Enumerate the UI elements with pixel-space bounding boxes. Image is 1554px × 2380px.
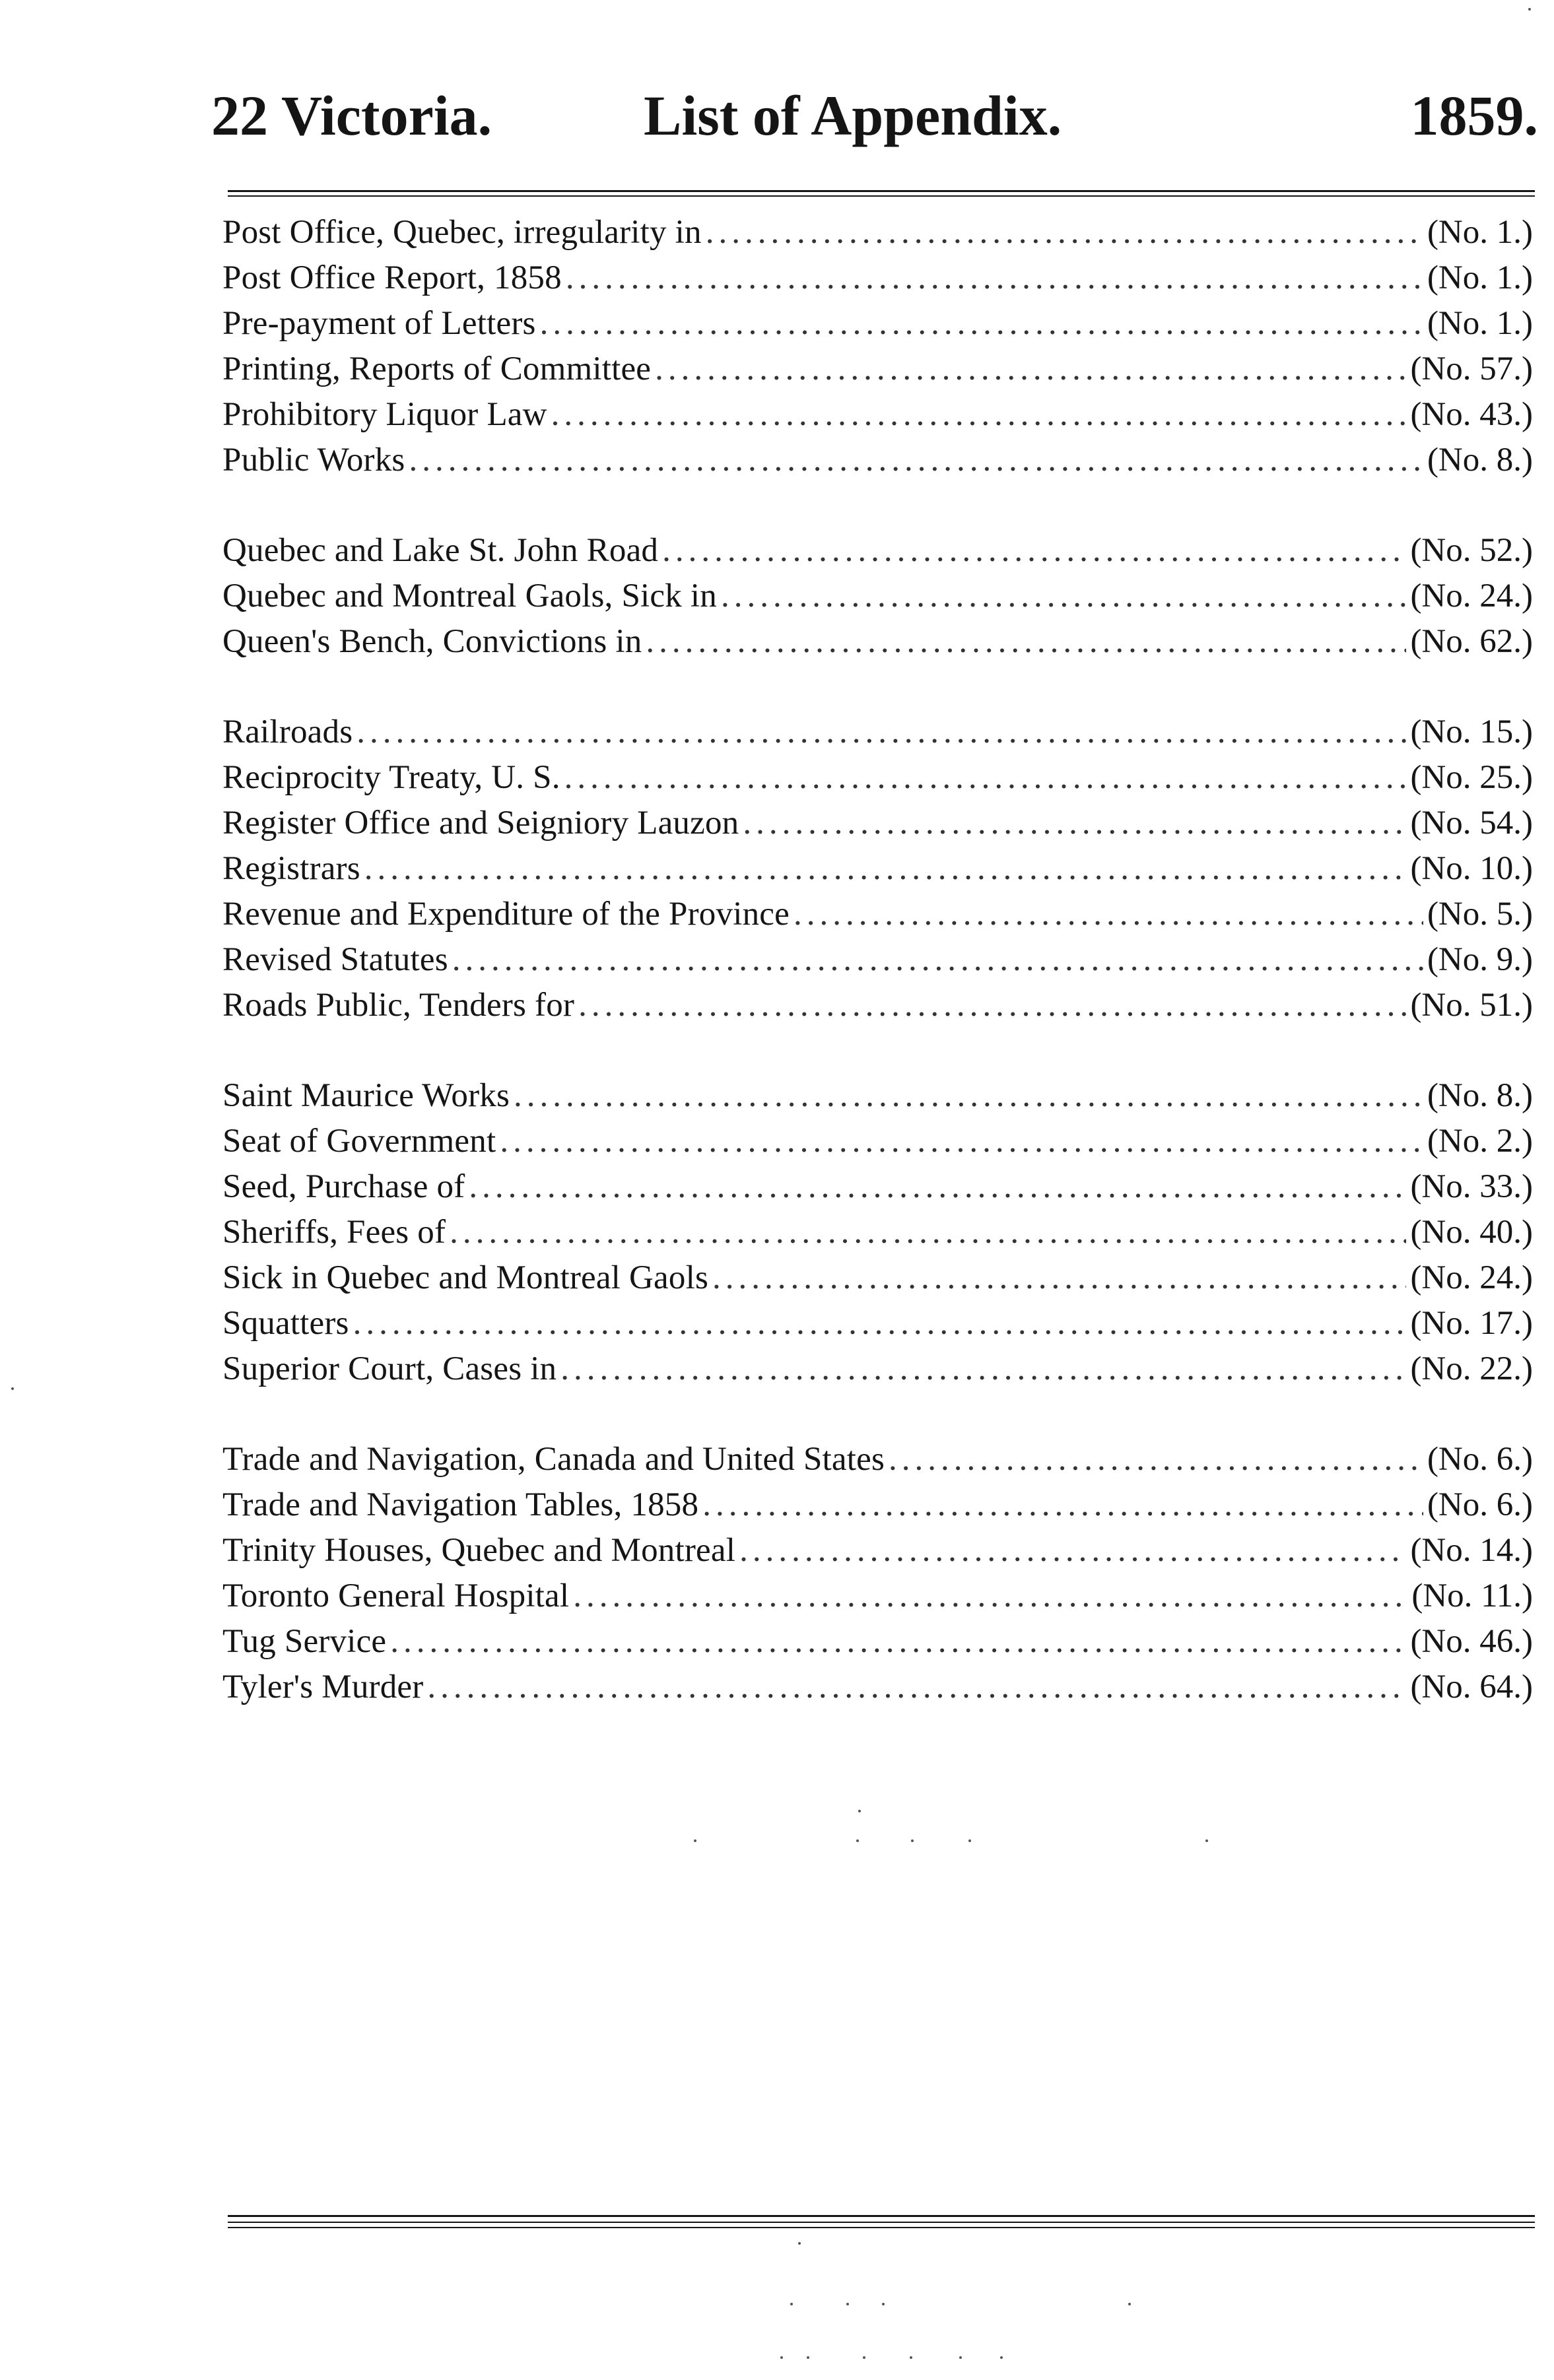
entry-title: Post Office Report, 1858 bbox=[222, 259, 562, 296]
entry-title: Trade and Navigation Tables, 1858 bbox=[222, 1486, 699, 1523]
entry-reference: (No. 57.) bbox=[1410, 350, 1533, 387]
entry-title: Toronto General Hospital bbox=[222, 1577, 570, 1614]
entry-title: Pre-payment of Letters bbox=[222, 305, 536, 342]
index-entry[interactable] bbox=[222, 438, 1533, 483]
dot-leader bbox=[450, 1210, 1406, 1255]
dot-leader bbox=[889, 1437, 1423, 1482]
dot-leader bbox=[560, 1346, 1406, 1392]
index-group-s bbox=[222, 1073, 1533, 1392]
dot-leader bbox=[514, 1073, 1423, 1119]
entry-title: Railroads bbox=[222, 713, 353, 750]
header-rule-top bbox=[228, 190, 1535, 192]
entry-title: Queen's Bench, Convictions in bbox=[222, 623, 642, 660]
entry-reference: (No. 46.) bbox=[1410, 1623, 1533, 1660]
entry-reference: (No. 10.) bbox=[1410, 850, 1533, 887]
entry-reference: (No. 11.) bbox=[1411, 1577, 1533, 1614]
index-entry[interactable] bbox=[222, 983, 1533, 1028]
dot-leader bbox=[353, 1301, 1407, 1346]
entry-title: Saint Maurice Works bbox=[222, 1077, 510, 1114]
index-entry[interactable] bbox=[222, 528, 1533, 574]
appendix-index bbox=[222, 210, 1533, 1755]
dot-leader bbox=[578, 983, 1406, 1028]
entry-title: Seed, Purchase of bbox=[222, 1168, 465, 1205]
entry-title: Quebec and Montreal Gaols, Sick in bbox=[222, 578, 717, 614]
index-entry[interactable] bbox=[222, 619, 1533, 665]
header-session: 22 Victoria. bbox=[211, 84, 492, 147]
index-entry[interactable] bbox=[222, 937, 1533, 983]
entry-reference: (No. 6.) bbox=[1427, 1441, 1533, 1478]
dot-leader bbox=[469, 1164, 1406, 1210]
dot-leader bbox=[702, 1482, 1423, 1528]
entry-title: Squatters bbox=[222, 1305, 349, 1342]
entry-reference: (No. 8.) bbox=[1427, 1077, 1533, 1114]
entry-title: Roads Public, Tenders for bbox=[222, 987, 575, 1024]
dot-leader bbox=[427, 1665, 1406, 1710]
entry-reference: (No. 25.) bbox=[1410, 759, 1533, 796]
dot-leader bbox=[655, 347, 1406, 392]
entry-title: Revised Statutes bbox=[222, 941, 448, 978]
entry-reference: (No. 17.) bbox=[1410, 1305, 1533, 1342]
header-year: 1859. bbox=[1410, 84, 1538, 147]
index-entry[interactable] bbox=[222, 301, 1533, 347]
index-group-p bbox=[222, 210, 1533, 483]
dot-leader bbox=[646, 619, 1406, 665]
entry-reference: (No. 24.) bbox=[1410, 1259, 1533, 1296]
index-entry[interactable] bbox=[222, 392, 1533, 438]
entry-title: Sick in Quebec and Montreal Gaols bbox=[222, 1259, 708, 1296]
entry-reference: (No. 15.) bbox=[1410, 713, 1533, 750]
dot-leader bbox=[712, 1255, 1406, 1301]
entry-reference: (No. 5.) bbox=[1427, 896, 1533, 933]
dot-leader bbox=[500, 1119, 1423, 1164]
dot-leader bbox=[564, 755, 1407, 801]
dot-leader bbox=[743, 801, 1406, 846]
entry-title: Trade and Navigation, Canada and United States bbox=[222, 1441, 885, 1478]
entry-reference: (No. 1.) bbox=[1427, 305, 1533, 342]
index-group-r bbox=[222, 710, 1533, 1028]
entry-reference: (No. 6.) bbox=[1427, 1486, 1533, 1523]
dot-leader bbox=[721, 574, 1406, 619]
entry-title: Public Works bbox=[222, 442, 405, 479]
dot-leader bbox=[364, 846, 1407, 892]
footer-rule-middle bbox=[228, 2222, 1535, 2223]
dot-leader bbox=[390, 1619, 1406, 1665]
index-entry[interactable] bbox=[222, 755, 1533, 801]
index-entry[interactable] bbox=[222, 210, 1533, 255]
entry-reference: (No. 54.) bbox=[1410, 805, 1533, 842]
index-entry[interactable] bbox=[222, 1437, 1533, 1482]
index-entry[interactable] bbox=[222, 574, 1533, 619]
index-entry[interactable] bbox=[222, 1482, 1533, 1528]
index-group-q bbox=[222, 528, 1533, 665]
index-entry[interactable] bbox=[222, 1619, 1533, 1665]
dot-leader bbox=[794, 892, 1423, 937]
entry-reference: (No. 62.) bbox=[1410, 623, 1533, 660]
dot-leader bbox=[540, 301, 1423, 347]
index-entry[interactable] bbox=[222, 347, 1533, 392]
index-entry[interactable] bbox=[222, 255, 1533, 301]
index-entry[interactable] bbox=[222, 892, 1533, 937]
index-entry[interactable] bbox=[222, 1301, 1533, 1346]
index-entry[interactable] bbox=[222, 801, 1533, 846]
index-entry[interactable] bbox=[222, 846, 1533, 892]
entry-reference: (No. 33.) bbox=[1410, 1168, 1533, 1205]
dot-leader bbox=[551, 392, 1407, 438]
entry-reference: (No. 24.) bbox=[1410, 578, 1533, 614]
header-rule-bottom bbox=[228, 195, 1535, 197]
entry-reference: (No. 22.) bbox=[1410, 1350, 1533, 1387]
entry-title: Post Office, Quebec, irregularity in bbox=[222, 214, 702, 251]
index-entry[interactable] bbox=[222, 1665, 1533, 1710]
entry-reference: (No. 40.) bbox=[1410, 1214, 1533, 1251]
footer-rule-top bbox=[228, 2215, 1535, 2217]
entry-title: Printing, Reports of Committee bbox=[222, 350, 652, 387]
index-entry[interactable] bbox=[222, 1528, 1533, 1573]
index-entry[interactable] bbox=[222, 1210, 1533, 1255]
entry-title: Revenue and Expenditure of the Province bbox=[222, 896, 790, 933]
dot-leader bbox=[356, 710, 1406, 755]
entry-reference: (No. 14.) bbox=[1410, 1532, 1533, 1569]
entry-reference: (No. 2.) bbox=[1427, 1123, 1533, 1160]
index-entry[interactable] bbox=[222, 1346, 1533, 1392]
entry-title: Sheriffs, Fees of bbox=[222, 1214, 446, 1251]
entry-title: Reciprocity Treaty, U. S. bbox=[222, 759, 560, 796]
index-entry[interactable] bbox=[222, 1119, 1533, 1164]
index-entry[interactable] bbox=[222, 710, 1533, 755]
entry-reference: (No. 1.) bbox=[1427, 214, 1533, 251]
entry-reference: (No. 52.) bbox=[1410, 532, 1533, 569]
index-entry[interactable] bbox=[222, 1255, 1533, 1301]
dot-leader bbox=[409, 438, 1423, 483]
dot-leader bbox=[452, 937, 1423, 983]
entry-title: Tyler's Murder bbox=[222, 1669, 424, 1705]
entry-title: Tug Service bbox=[222, 1623, 387, 1660]
entry-title: Register Office and Seigniory Lauzon bbox=[222, 805, 739, 842]
dot-leader bbox=[662, 528, 1406, 574]
entry-title: Superior Court, Cases in bbox=[222, 1350, 557, 1387]
index-entry[interactable] bbox=[222, 1573, 1533, 1619]
header-title: List of Appendix. bbox=[644, 84, 1062, 147]
dot-leader bbox=[573, 1573, 1407, 1619]
entry-title: Prohibitory Liquor Law bbox=[222, 396, 547, 433]
footer-rule-bottom bbox=[228, 2227, 1535, 2228]
entry-reference: (No. 64.) bbox=[1410, 1669, 1533, 1705]
running-header bbox=[211, 73, 1538, 158]
entry-title: Trinity Houses, Quebec and Montreal bbox=[222, 1532, 736, 1569]
entry-title: Registrars bbox=[222, 850, 360, 887]
entry-reference: (No. 1.) bbox=[1427, 259, 1533, 296]
entry-reference: (No. 43.) bbox=[1410, 396, 1533, 433]
dot-leader bbox=[739, 1528, 1406, 1573]
entry-reference: (No. 51.) bbox=[1410, 987, 1533, 1024]
index-entry[interactable] bbox=[222, 1164, 1533, 1210]
entry-title: Seat of Government bbox=[222, 1123, 496, 1160]
entry-reference: (No. 9.) bbox=[1427, 941, 1533, 978]
entry-title: Quebec and Lake St. John Road bbox=[222, 532, 659, 569]
entry-reference: (No. 8.) bbox=[1427, 442, 1533, 479]
index-entry[interactable] bbox=[222, 1073, 1533, 1119]
dot-leader bbox=[566, 255, 1423, 301]
dot-leader bbox=[706, 210, 1423, 255]
index-group-t bbox=[222, 1437, 1533, 1710]
